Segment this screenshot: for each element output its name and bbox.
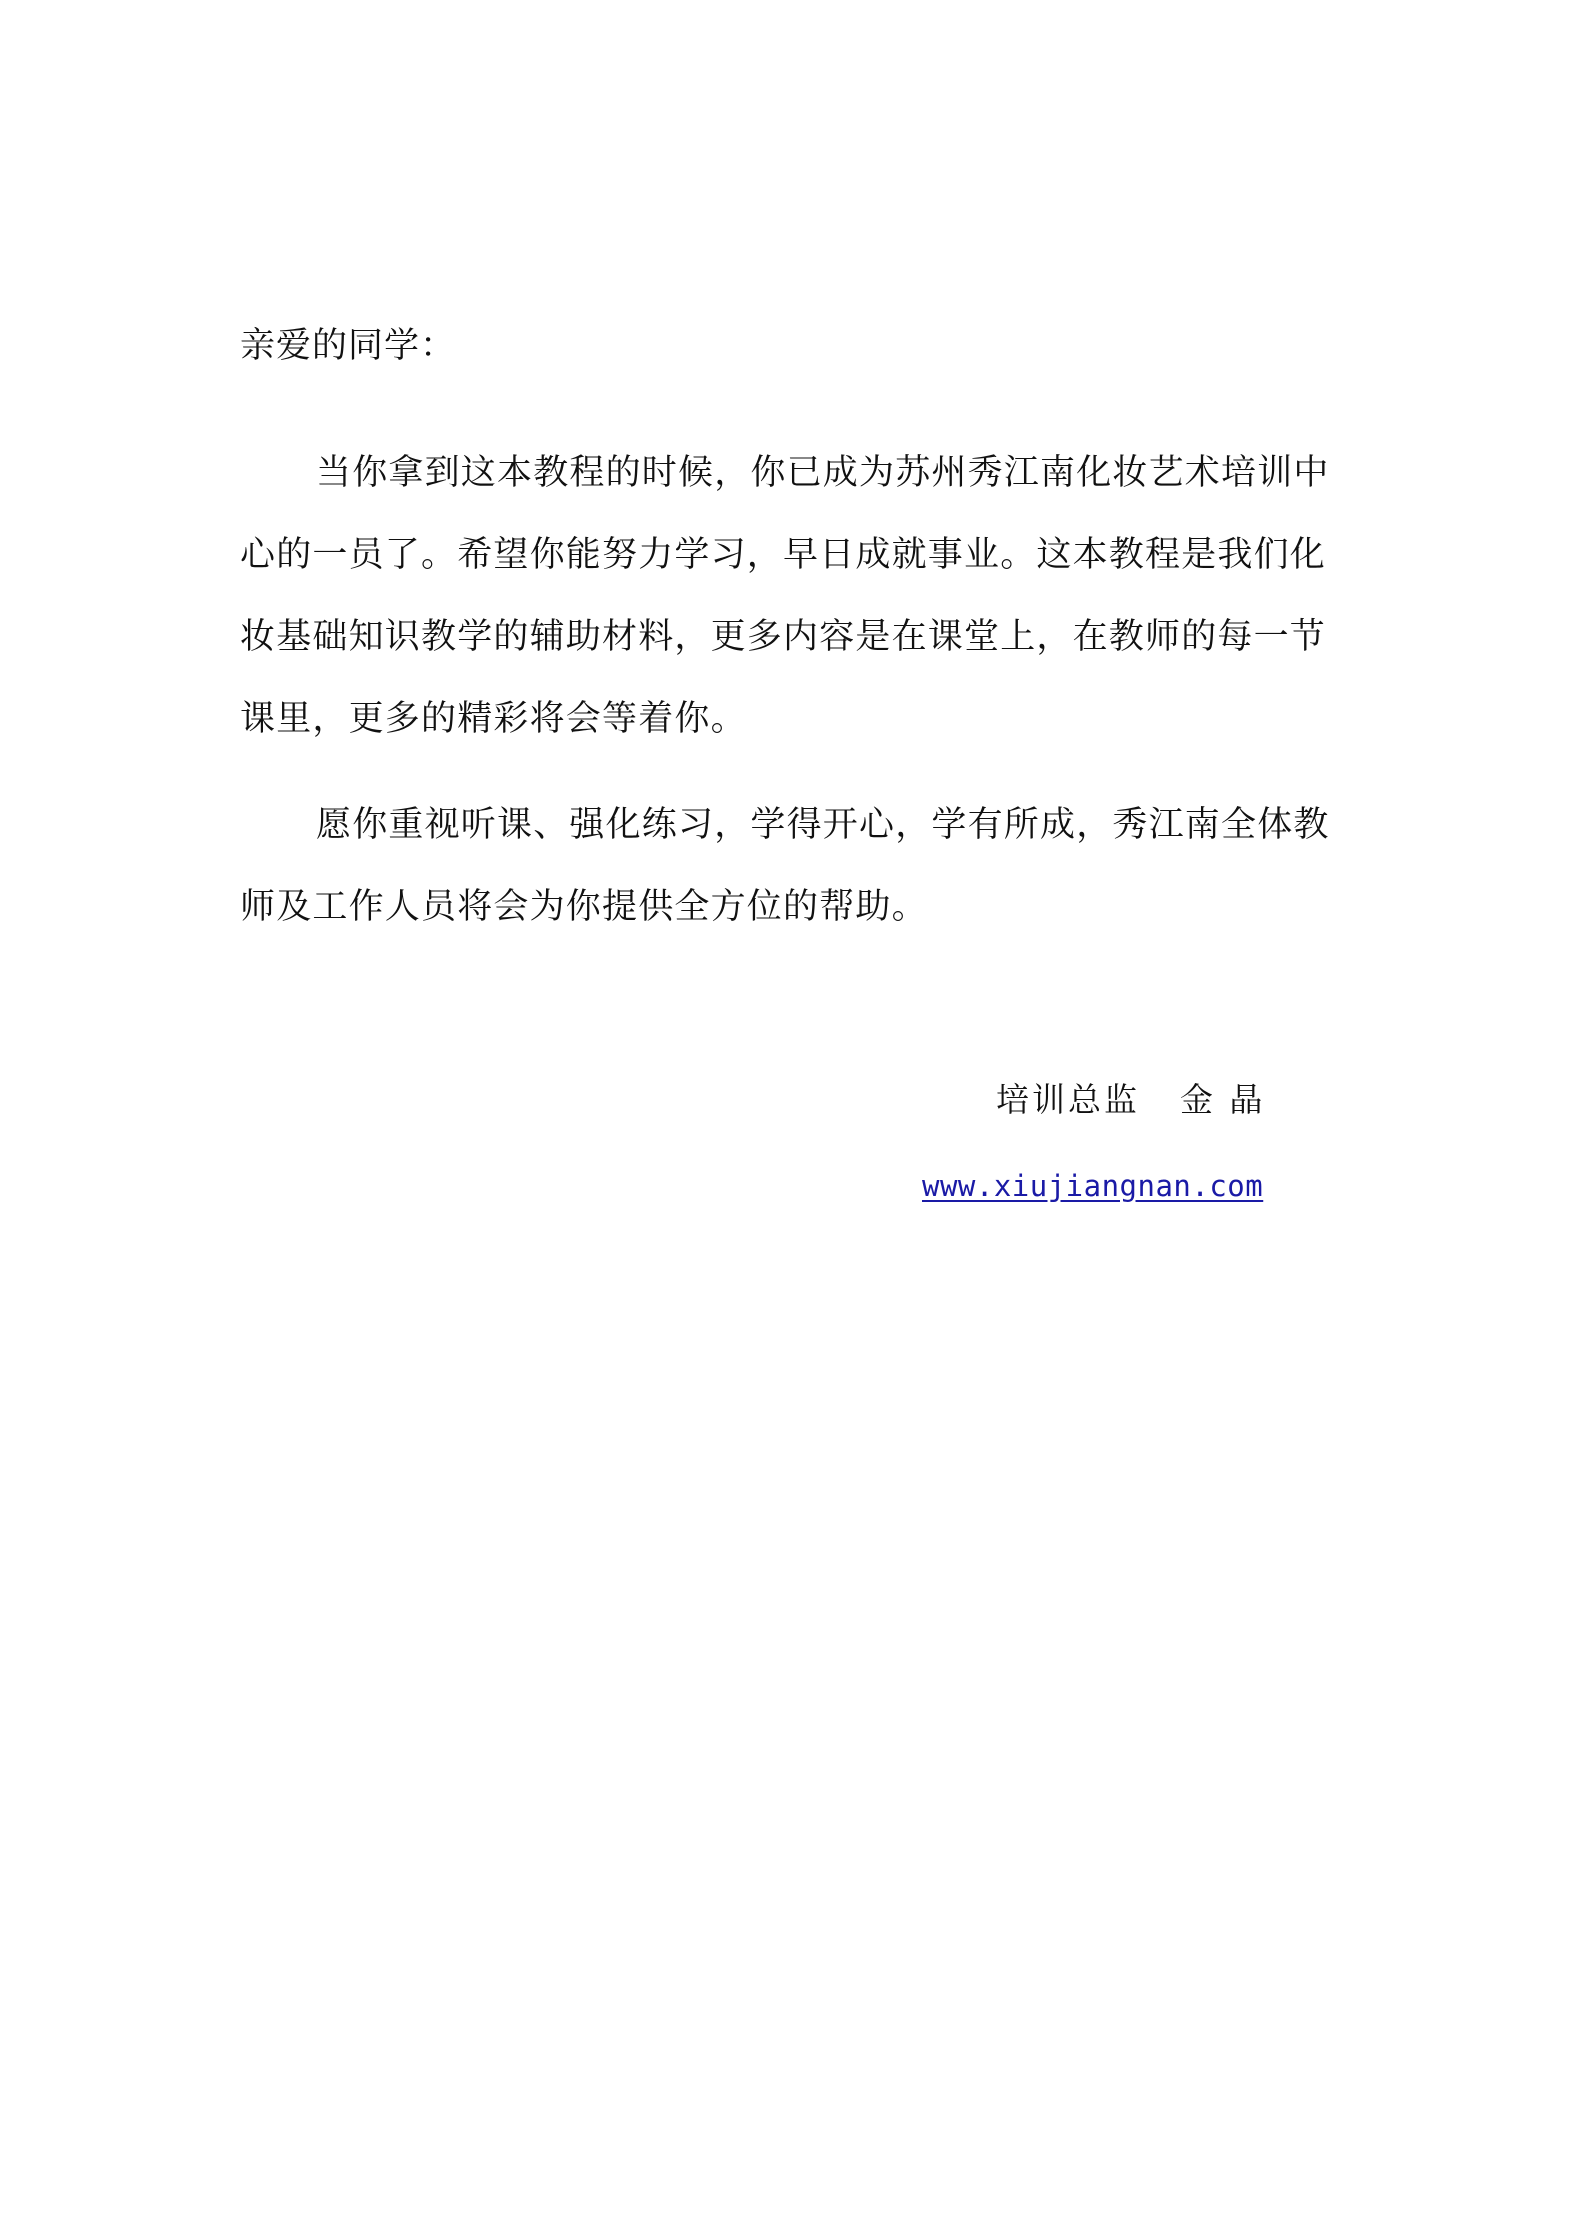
paragraph-1-line-3: 妆基础知识教学的辅助材料，更多内容是在课堂上，在教师的每一节 bbox=[240, 617, 1327, 657]
paragraph-1 bbox=[240, 432, 1350, 760]
signature-name: 金 晶 bbox=[1180, 1080, 1266, 1119]
paragraph-1-line-4: 课里，更多的精彩将会等着你。 bbox=[240, 699, 747, 739]
paragraph-2-line-2: 师及工作人员将会为你提供全方位的帮助。 bbox=[240, 887, 928, 927]
paragraph-1-line-2: 心的一员了。希望你能努力学习，早日成就事业。这本教程是我们化 bbox=[240, 535, 1327, 575]
paragraph-1-line-1: 当你拿到这本教程的时候，你已成为苏州秀江南化妆艺术培训中 bbox=[316, 453, 1330, 493]
website-link[interactable]: www.xiujiangnan.com bbox=[922, 1169, 1264, 1203]
signature bbox=[996, 1078, 1266, 1122]
paragraph-2-line-1: 愿你重视听课、强化练习，学得开心，学有所成，秀江南全体教 bbox=[316, 805, 1330, 845]
letter-body bbox=[240, 322, 1350, 972]
letter-greeting: 亲爱的同学： bbox=[240, 326, 457, 366]
signature-title: 培训总监 bbox=[996, 1080, 1140, 1119]
paragraph-2 bbox=[240, 784, 1350, 948]
